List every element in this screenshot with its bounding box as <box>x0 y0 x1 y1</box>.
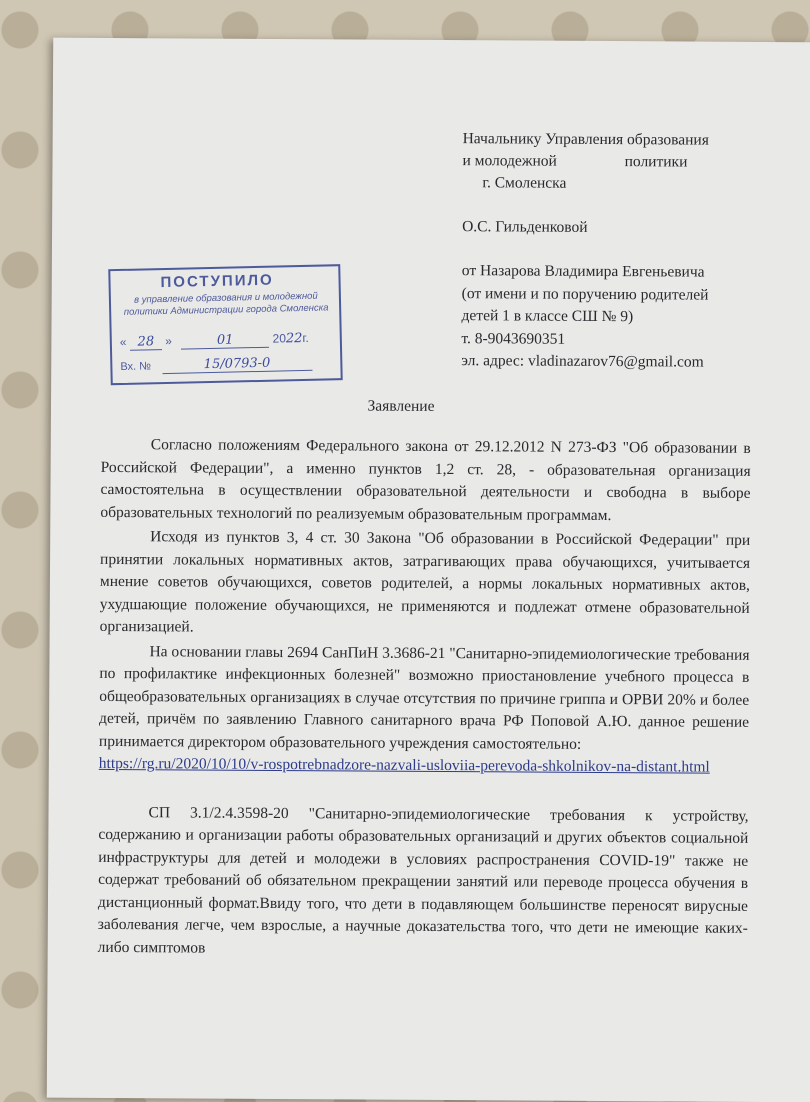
addressee-line-2 <box>462 150 687 173</box>
stamp-number-label: Вх. № <box>120 360 152 373</box>
sender-note-1: (от имени и по поручению родителей <box>461 285 709 304</box>
stamp-month: 01 <box>181 332 269 350</box>
addressee-city: г. Смоленска <box>482 174 567 192</box>
stamp-year-prefix: 20 <box>272 331 287 346</box>
stamp-quote-close: » <box>165 333 173 349</box>
paragraph-2: Исходя из пунктов 3, 4 ст. 30 Закона "Об образовании в Российской Федерации" при принятии локальных нормативных актов, затрагивающих права обучающихся, учитывается мнение советов обучающихся, советов родителей, а нормы локальных нормативных актов, ухудшающие положение обучающихся, не применяются и подлежат отмене образовательной организацией. <box>99 528 751 636</box>
stamp-title: ПОСТУПИЛО <box>160 271 274 292</box>
reference-link[interactable]: https://rg.ru/2020/10/10/v-rospotrebnadzore-nazvali-usloviia-perevoda-shkolnikov-na-distant.html <box>98 754 710 776</box>
sender-phone: т. 8-9043690351 <box>461 330 566 348</box>
addressee-line-2a: и молодежной <box>462 152 557 170</box>
stamp-quote-open: « <box>119 334 127 349</box>
paragraph-1: Согласно положениям Федерального закона от 29.12.2012 N 273-ФЗ "Об образовании в Российской Федерации", а именно пунктов 1,2 ст. 28, - образовательная организация самостоятельна в осуществлении образовательной деятельности и свободна в выборе образовательных технологий по реализуемым образовательным программам. <box>100 436 751 524</box>
addressee-name: О.С. Гильденковой <box>462 218 588 236</box>
stamp-number-row <box>120 354 335 375</box>
received-stamp <box>108 264 342 385</box>
addressee-line-2b: политики <box>624 153 688 171</box>
sender-note-2: детей 1 в классе СШ № 9) <box>461 307 634 326</box>
stamp-year-suffix: г. <box>302 330 309 346</box>
addressee-line-1: Начальнику Управления образования <box>462 130 709 149</box>
stamp-date-row <box>120 330 335 351</box>
stamp-year: 22 <box>285 331 303 347</box>
stamp-day: 28 <box>130 334 162 351</box>
document-title: Заявление <box>367 397 435 415</box>
paragraph-4: СП 3.1/2.4.3598-20 "Санитарно-эпидемиологические требования к устройству, содержанию и организации работы образовательных организаций и других объектов социальной инфраструктуры для детей и молодежи в условиях распространения COVID-19" также не содержат требований об обязательном прекращении занятий или переводе процесса обучения в дистанционный формат.Ввиду того, что дети в подавляющем большинстве переносят вирусные заболевания легче, чем взрослые, а научные доказательства того, что дети не имеющие каких-либо симптомов <box>97 803 749 957</box>
stamp-organization: в управление образования и молодежной политики Администрации города Смоленска <box>123 290 329 318</box>
paragraph-3: На основании главы 2694 СанПиН 3.3686-21 "Санитарно-эпидемиологические требования по профилактике инфекционных болезней" возможно приостановление учебного процесса в общеобразовательных организациях в случае отсутствия по причине гриппа и ОРВИ 20% и более детей, причём по заявлению Главного санитарного врача РФ Поповой А.Ю. данное решение принимается директором образовательного учреждения самостоятельно: <box>98 642 750 753</box>
stamp-number: 15/0793-0 <box>162 355 312 374</box>
sender-name: от Назарова Владимира Евгеньевича <box>461 262 705 281</box>
document-page <box>47 38 810 1102</box>
document-body <box>98 434 751 963</box>
sender-email: эл. адрес: vladinazarov76@gmail.com <box>461 352 704 371</box>
spacer <box>99 775 749 805</box>
